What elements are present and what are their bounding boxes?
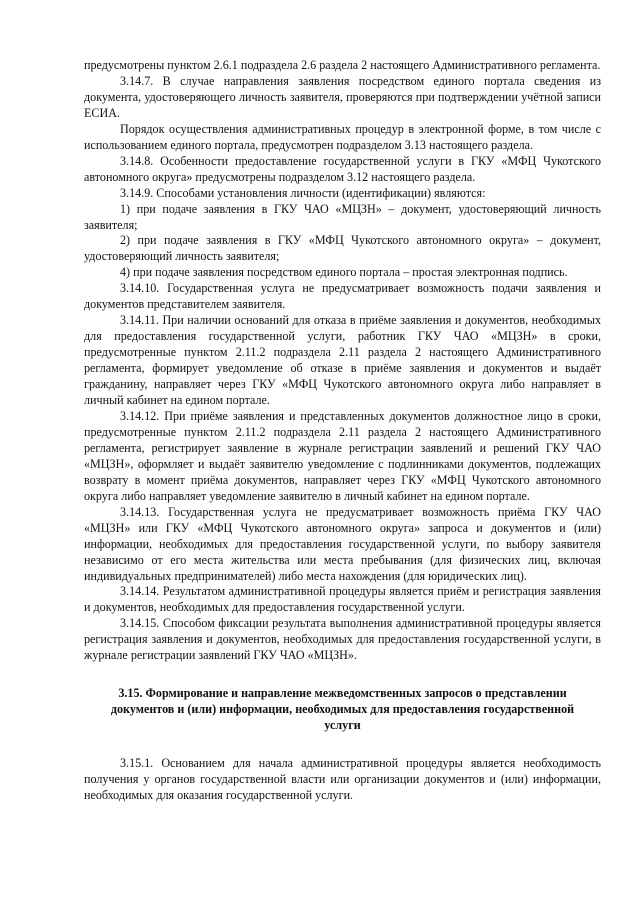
paragraph: 3.14.7. В случае направления заявления посредством единого портала сведения из документа, удостоверяющего личность заявителя, проверяются при подтверждении учётной записи ЕСИА. bbox=[84, 73, 601, 120]
paragraph: 3.15.1. Основанием для начала административной процедуры является необходимость получения у органов государственной власти или организации документов и (или) информации, необходимых для оказания государственной услуги. bbox=[84, 756, 601, 802]
paragraph: 3.14.15. Способом фиксации результата выполнения административной процедуры является регистрация заявления и документов, необходимых для предоставления государственной услуги, в журнале регистрации заявлений ГКУ ЧАО «МЦЗН». bbox=[84, 616, 601, 663]
paragraph: 3.14.9. Способами установления личности (идентификации) являются: bbox=[120, 185, 486, 200]
paragraph: 3.14.10. Государственная услуга не предусматривает возможность подачи заявления и документов представителем заявителя. bbox=[84, 281, 601, 312]
section-heading-3-15: 3.15. Формирование и направление межведомственных запросов о представлении документов и (или) информации, необходимых для предоставления государственной услуги bbox=[110, 686, 575, 733]
section-3-15-body bbox=[84, 756, 601, 804]
paragraph: 3.14.8. Особенности предоставление государственной услуги в ГКУ «МФЦ Чукотского автономного округа» предусмотрены подразделом 3.12 настоящего раздела. bbox=[84, 153, 601, 184]
paragraph: 1) при подаче заявления в ГКУ ЧАО «МЦЗН» – документ, удостоверяющий личность заявителя; bbox=[84, 201, 601, 232]
paragraph: Порядок осуществления административных процедур в электронной форме, в том числе с использованием единого портала, предусмотрен подразделом 3.13 настоящего раздела. bbox=[84, 121, 601, 152]
paragraph: 3.14.13. Государственная услуга не предусматривает возможность приёма ГКУ ЧАО «МЦЗН» или ГКУ «МФЦ Чукотского автономного округа» запроса и документов и (или) информации, необходимых для предоставления государственной услуги, по выбору заявителя независимо от его места жительства или места пребывания (для физических лиц, включая индивидуальных предпринимателей) либо места нахождения (для юридических лиц). bbox=[84, 504, 601, 583]
paragraph: 3.14.11. При наличии оснований для отказа в приёме заявления и документов, необходимых для предоставления государственной услуги, работник ГКУ ЧАО «МЦЗН» в сроки, предусмотренные пунктом 2.11.2 подраздела 2.11 раздела 2 настоящего Административного регламента, формирует уведомление об отказе в приёме заявления и документов и выдаёт гражданину, направляет через ГКУ «МФЦ Чукотского автономного округа либо направляет в личный кабинет на едином портале. bbox=[84, 313, 601, 408]
document-page bbox=[84, 58, 601, 804]
paragraph: 4) при подаче заявления посредством единого портала – простая электронная подпись. bbox=[120, 265, 568, 280]
section-3-14-body bbox=[84, 58, 601, 664]
paragraph: 3.14.14. Результатом административной процедуры является приём и регистрация заявления и документов, необходимых для предоставления государственной услуги. bbox=[84, 584, 601, 615]
paragraph: 2) при подаче заявления в ГКУ «МФЦ Чукотского автономного округа» – документ, удостоверяющий личность заявителя; bbox=[84, 233, 601, 264]
paragraph: предусмотрены пунктом 2.6.1 подраздела 2.6 раздела 2 настоящего Административного регламента. bbox=[84, 58, 601, 72]
paragraph: 3.14.12. При приёме заявления и представленных документов должностное лицо в сроки, предусмотренные пунктом 2.11.2 подраздела 2.11 раздела 2 настоящего Административного регламента, регистрирует заявление в журнале регистрации заявлений и решений ГКУ ЧАО «МЦЗН», оформляет и выдаёт заявителю уведомление с подлинниками документов, подлежащих возврату в момент приёма документов, направляет через ГКУ «МФЦ Чукотского автономного округа либо направляет уведомление заявителю в личный кабинет на едином портале. bbox=[84, 408, 601, 503]
